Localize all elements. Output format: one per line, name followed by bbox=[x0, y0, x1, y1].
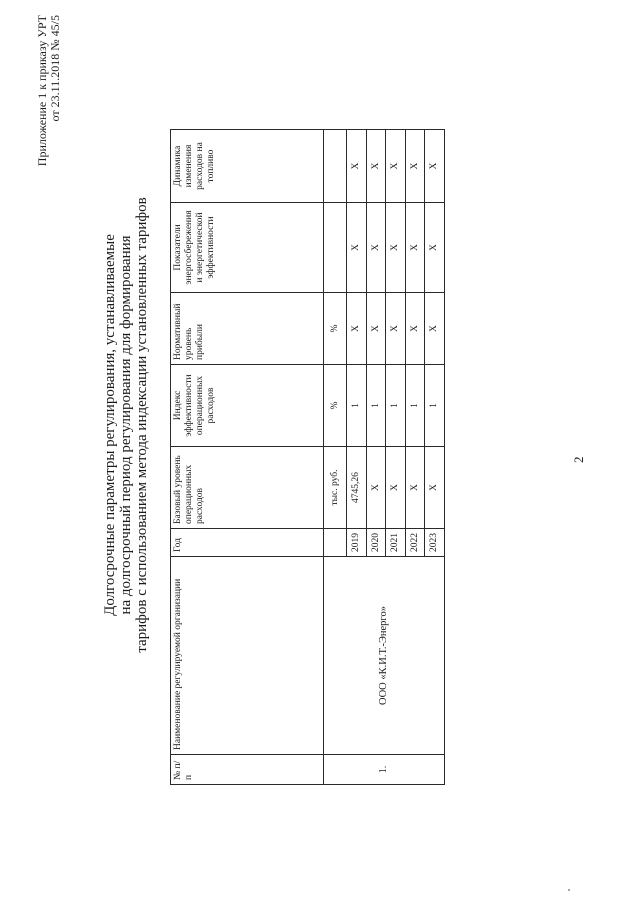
year-cell: 2019 bbox=[347, 529, 367, 557]
parameters-table bbox=[170, 129, 445, 785]
table-header-row bbox=[171, 130, 324, 785]
header-base-opex: Базовый уровень операционных расходов bbox=[171, 447, 324, 529]
document-title bbox=[102, 145, 150, 705]
header-energy-indicators: Показатели энергосбережения и энергетической эффективности bbox=[171, 203, 324, 293]
scan-speck bbox=[568, 889, 570, 891]
appendix-line-2: от 23.11.2018 № 45/5 bbox=[48, 15, 62, 122]
energy-indicators-cell: X bbox=[347, 203, 367, 293]
year-cell: 2021 bbox=[386, 529, 406, 557]
units-row bbox=[324, 130, 347, 785]
row-number: 1. bbox=[324, 755, 445, 785]
unit-efficiency-index: % bbox=[324, 365, 347, 447]
title-line-1: Долгосрочные параметры регулирования, устанавливаемые bbox=[102, 234, 118, 616]
appendix-line-1: Приложение 1 к приказу УРТ bbox=[35, 15, 49, 167]
header-year: Год bbox=[171, 529, 324, 557]
fuel-dynamics-cell: X bbox=[405, 130, 425, 203]
units-year-cell bbox=[324, 529, 347, 557]
unit-base-opex: тыс. руб. bbox=[324, 447, 347, 529]
fuel-dynamics-cell: X bbox=[347, 130, 367, 203]
efficiency-index-cell: 1 bbox=[386, 365, 406, 447]
page-number: 2 bbox=[571, 456, 586, 463]
efficiency-index-cell: 1 bbox=[425, 365, 445, 447]
header-profit: Нормативный уровень прибыли bbox=[171, 293, 324, 365]
profit-cell: X bbox=[405, 293, 425, 365]
profit-cell: X bbox=[347, 293, 367, 365]
header-num: № п/п bbox=[171, 755, 324, 785]
energy-indicators-cell: X bbox=[425, 203, 445, 293]
appendix-header bbox=[36, 15, 62, 215]
energy-indicators-cell: X bbox=[386, 203, 406, 293]
fuel-dynamics-cell: X bbox=[366, 130, 386, 203]
base-opex-cell: 4745,26 bbox=[347, 447, 367, 529]
title-line-3: тарифов с использованием метода индексации установленных тарифов bbox=[134, 197, 150, 653]
base-opex-cell: X bbox=[425, 447, 445, 529]
profit-cell: X bbox=[366, 293, 386, 365]
efficiency-index-cell: 1 bbox=[366, 365, 386, 447]
base-opex-cell: X bbox=[386, 447, 406, 529]
efficiency-index-cell: 1 bbox=[347, 365, 367, 447]
organization-name: ООО «К.И.Т.-Энерго» bbox=[324, 557, 445, 755]
header-organization: Наименование регулируемой организации bbox=[171, 557, 324, 755]
profit-cell: X bbox=[386, 293, 406, 365]
fuel-dynamics-cell: X bbox=[386, 130, 406, 203]
header-efficiency-index: Индекс эффективности операционных расходов bbox=[171, 365, 324, 447]
fuel-dynamics-cell: X bbox=[425, 130, 445, 203]
efficiency-index-cell: 1 bbox=[405, 365, 425, 447]
unit-profit: % bbox=[324, 293, 347, 365]
base-opex-cell: X bbox=[405, 447, 425, 529]
year-cell: 2022 bbox=[405, 529, 425, 557]
energy-indicators-cell: X bbox=[405, 203, 425, 293]
profit-cell: X bbox=[425, 293, 445, 365]
unit-fuel-dynamics bbox=[324, 130, 347, 203]
year-cell: 2023 bbox=[425, 529, 445, 557]
unit-energy-indicators bbox=[324, 203, 347, 293]
title-line-2: на долгосрочный период регулирования для формирования bbox=[118, 235, 134, 615]
energy-indicators-cell: X bbox=[366, 203, 386, 293]
header-fuel-dynamics: Динамика изменения расходов на топливо bbox=[171, 130, 324, 203]
base-opex-cell: X bbox=[366, 447, 386, 529]
year-cell: 2020 bbox=[366, 529, 386, 557]
